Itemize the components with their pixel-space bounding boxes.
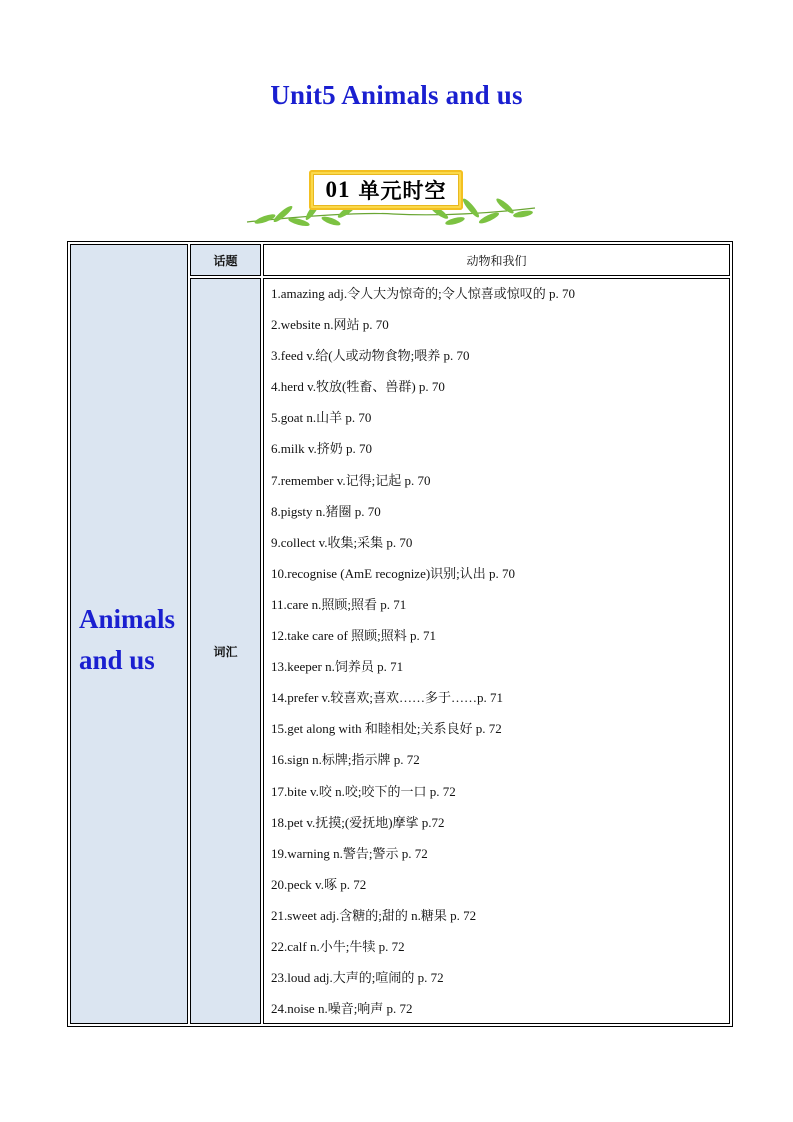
list-item: 15.get along with 和睦相处;关系良好 p. 72 <box>271 721 502 737</box>
section-badge-inner <box>313 174 459 206</box>
list-item: 22.calf n.小牛;牛犊 p. 72 <box>271 938 405 954</box>
vocab-body <box>263 278 730 1024</box>
unit-label: Animals and us <box>79 604 176 675</box>
list-item: 9.collect v.收集;采集 p. 70 <box>271 534 413 550</box>
vocab-header: 词汇 <box>190 278 261 1024</box>
list-item: 14.prefer v.较喜欢;喜欢……多于……p. 71 <box>271 690 504 706</box>
section-badge <box>243 164 539 232</box>
list-item: 8.pigsty n.猪圈 p. 70 <box>271 503 381 519</box>
vocab-list <box>271 283 729 1029</box>
topic-value: 动物和我们 <box>263 244 730 276</box>
section-badge-box <box>309 170 463 210</box>
list-item: 1.amazing adj.令人大为惊奇的;令人惊喜或惊叹的 p. 70 <box>271 286 576 301</box>
section-label: 单元时空 <box>358 179 447 203</box>
unit-cell <box>70 244 188 1024</box>
list-item: 11.care n.照顾;照看 p. 71 <box>271 596 407 612</box>
list-item: 24.noise n.噪音;响声 p. 72 <box>271 1001 413 1017</box>
list-item: 21.sweet adj.含糖的;甜的 n.糖果 p. 72 <box>271 907 477 923</box>
list-item: 18.pet v.抚摸;(爱抚地)摩挲 p.72 <box>271 814 445 830</box>
list-item: 19.warning n.警告;警示 p. 72 <box>271 845 428 861</box>
list-item: 20.peck v.啄 p. 72 <box>271 876 367 892</box>
list-item: 2.website n.网站 p. 70 <box>271 317 389 333</box>
list-item: 4.herd v.牧放(牲畜、兽群) p. 70 <box>271 379 445 395</box>
page-title: Unit5 Animals and us <box>270 80 523 110</box>
list-item: 16.sign n.标牌;指示牌 p. 72 <box>271 752 420 768</box>
section-number: 01 <box>325 177 351 202</box>
list-item: 17.bite v.咬 n.咬;咬下的一口 p. 72 <box>271 783 456 799</box>
list-item: 10.recognise (AmE recognize)识别;认出 p. 70 <box>271 565 516 581</box>
list-item: 23.loud adj.大声的;喧闹的 p. 72 <box>271 970 444 986</box>
list-item: 12.take care of 照顾;照料 p. 71 <box>271 628 436 644</box>
vocab-table <box>67 241 733 1027</box>
list-item: 3.feed v.给(人或动物食物;喂养 p. 70 <box>271 348 470 364</box>
list-item: 6.milk v.挤奶 p. 70 <box>271 441 372 457</box>
list-item: 7.remember v.记得;记起 p. 70 <box>271 472 431 488</box>
list-item: 5.goat n.山羊 p. 70 <box>271 410 372 426</box>
list-item: 13.keeper n.饲养员 p. 71 <box>271 659 404 675</box>
topic-header: 话题 <box>190 244 261 276</box>
